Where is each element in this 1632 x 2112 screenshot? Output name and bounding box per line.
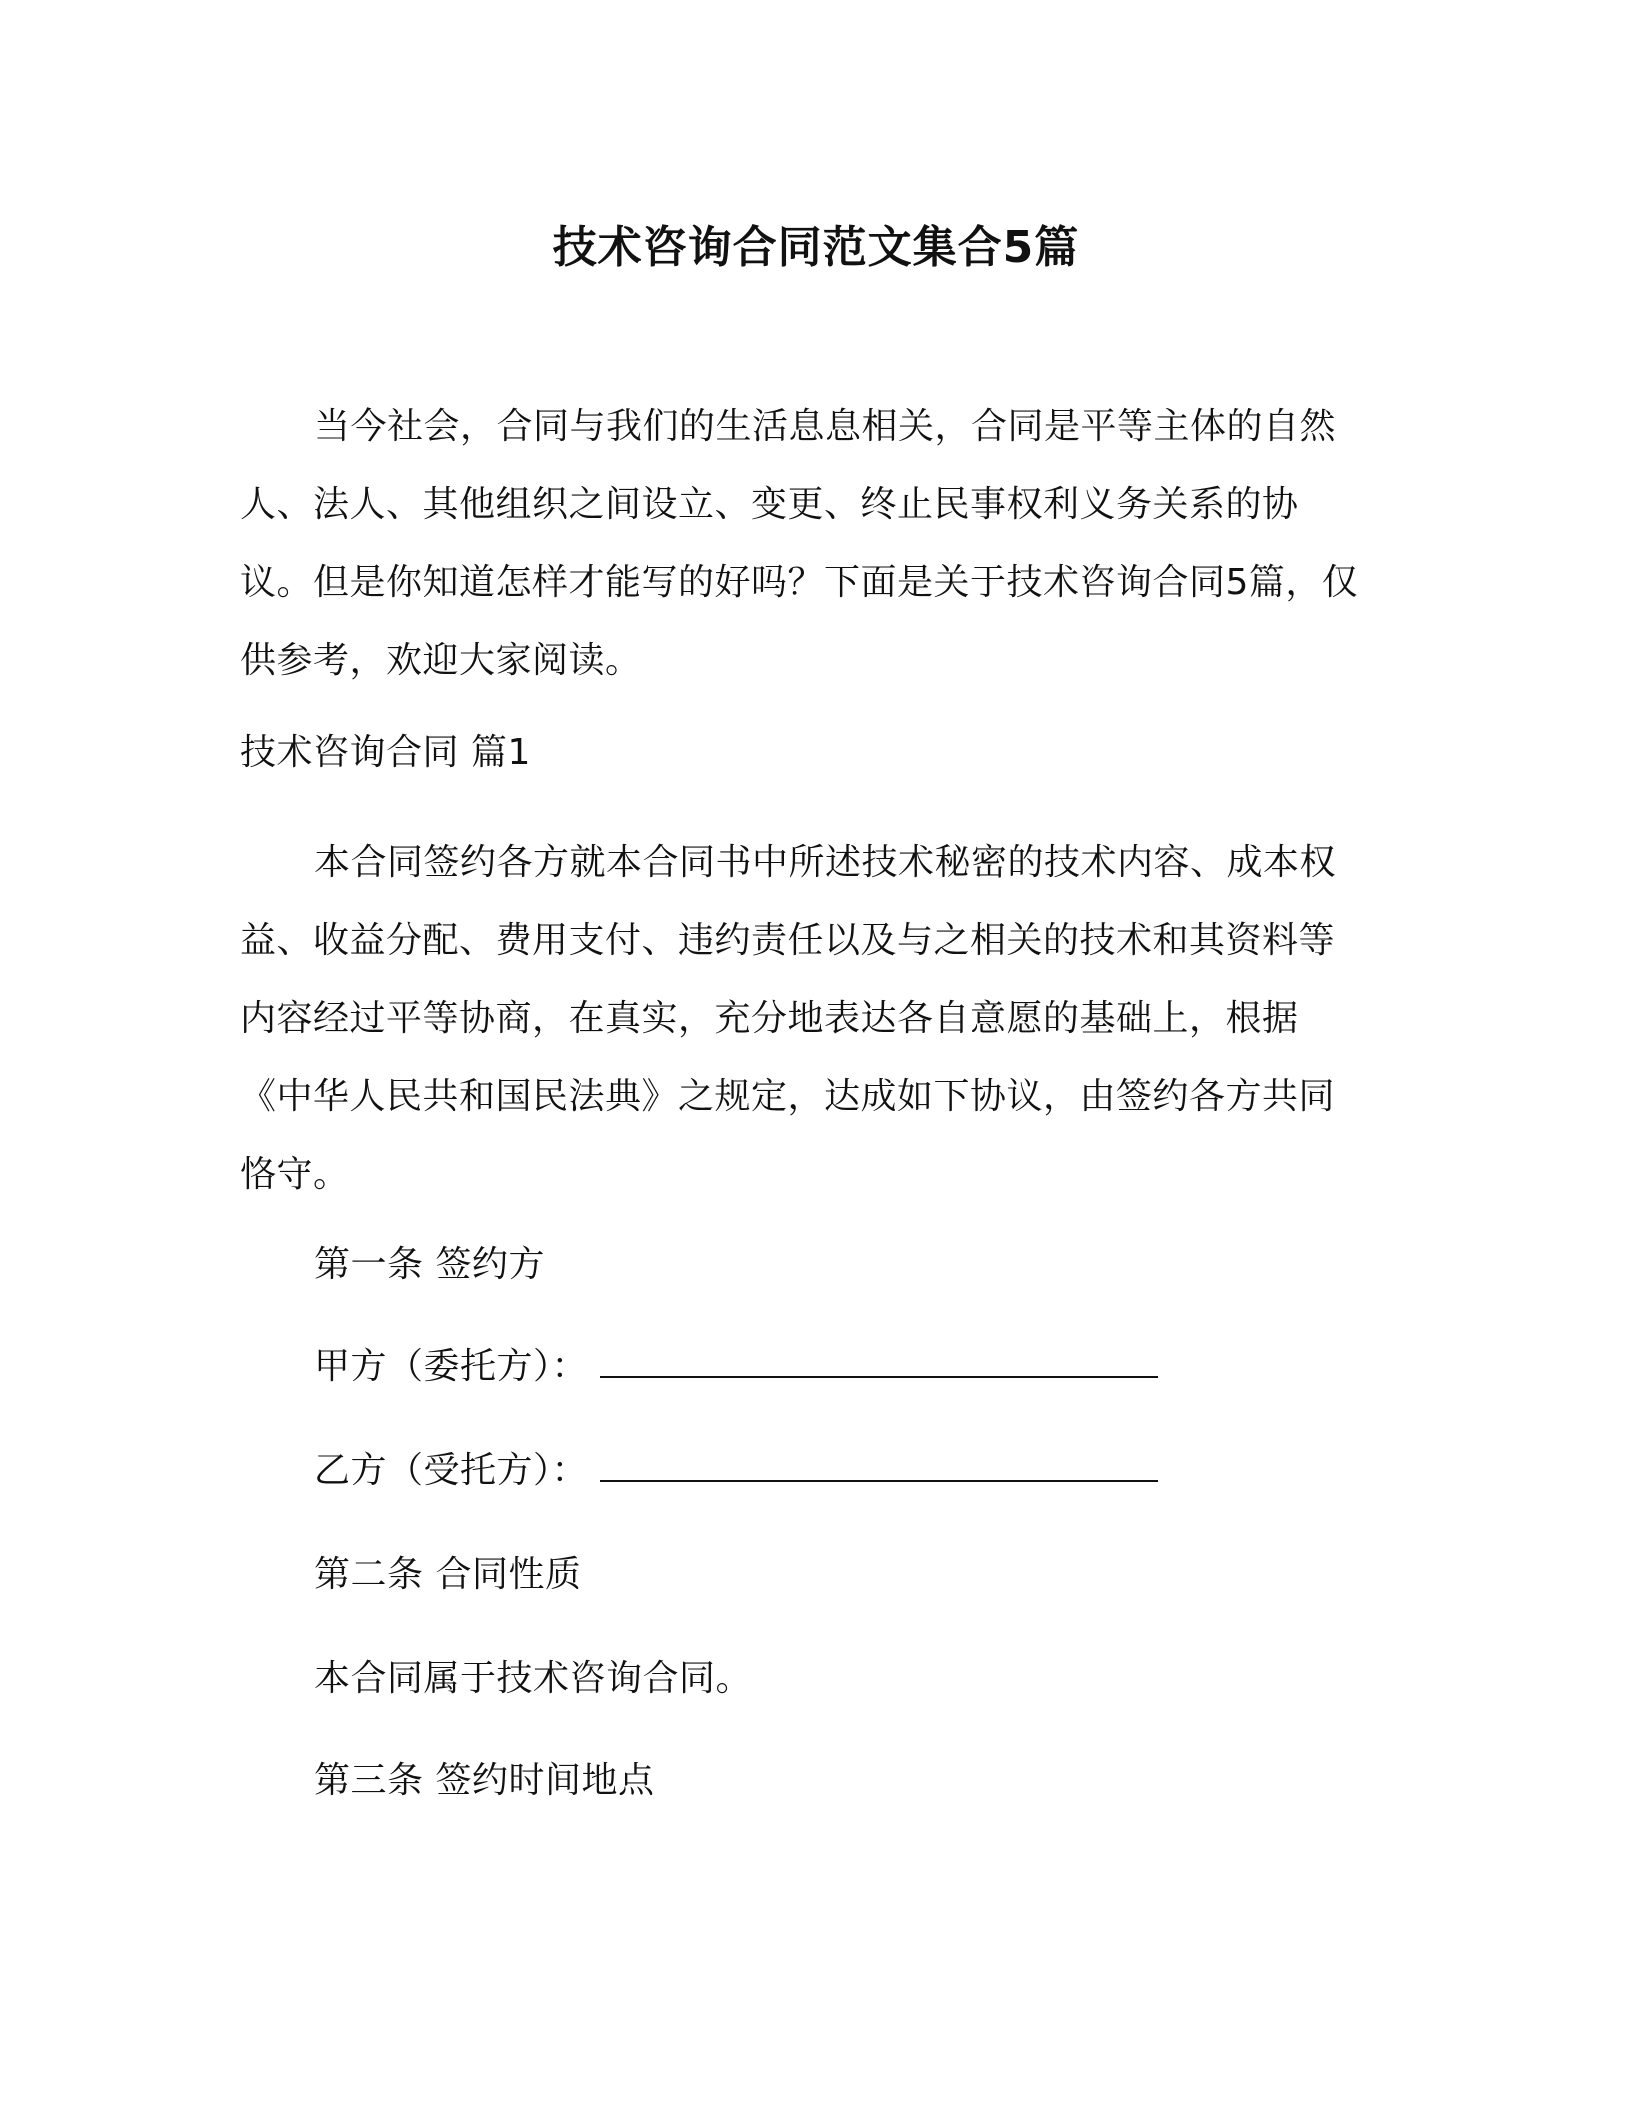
article2-text: 本合同属于技术咨询合同。 xyxy=(314,1658,753,1699)
party-b-blank xyxy=(600,1446,1158,1482)
party-a-line xyxy=(314,1342,1158,1392)
party-a-label: 甲方（委托方）： xyxy=(314,1346,589,1387)
party-b-label: 乙方（受托方）： xyxy=(314,1450,589,1491)
preamble-paragraph: 本合同签约各方就本合同书中所述技术秘密的技术内容、成本权益、收益分配、费用支付、违约责任以及与之相关的技术和其资料等内容经过平等协商，在真实，充分地表达各自意愿的基础上，根据《中华人民共和国民法典》之规定，达成如下协议，由签约各方共同恪守。 xyxy=(240,842,1337,1195)
article2-heading: 第二条 合同性质 xyxy=(314,1554,582,1595)
article1-heading: 第一条 签约方 xyxy=(314,1244,545,1285)
article3-heading: 第三条 签约时间地点 xyxy=(314,1760,655,1801)
section-heading: 技术咨询合同 篇1 xyxy=(240,732,531,773)
document-title: 技术咨询合同范文集合5篇 xyxy=(552,222,1080,273)
intro-paragraph: 当今社会，合同与我们的生活息息相关，合同是平等主体的自然人、法人、其他组织之间设立、变更、终止民事权利义务关系的协议。但是你知道怎样才能写的好吗？下面是关于技术咨询合同5篇，仅供参考，欢迎大家阅读。 xyxy=(240,406,1359,681)
party-b-line xyxy=(314,1446,1158,1496)
party-a-blank xyxy=(600,1342,1158,1378)
